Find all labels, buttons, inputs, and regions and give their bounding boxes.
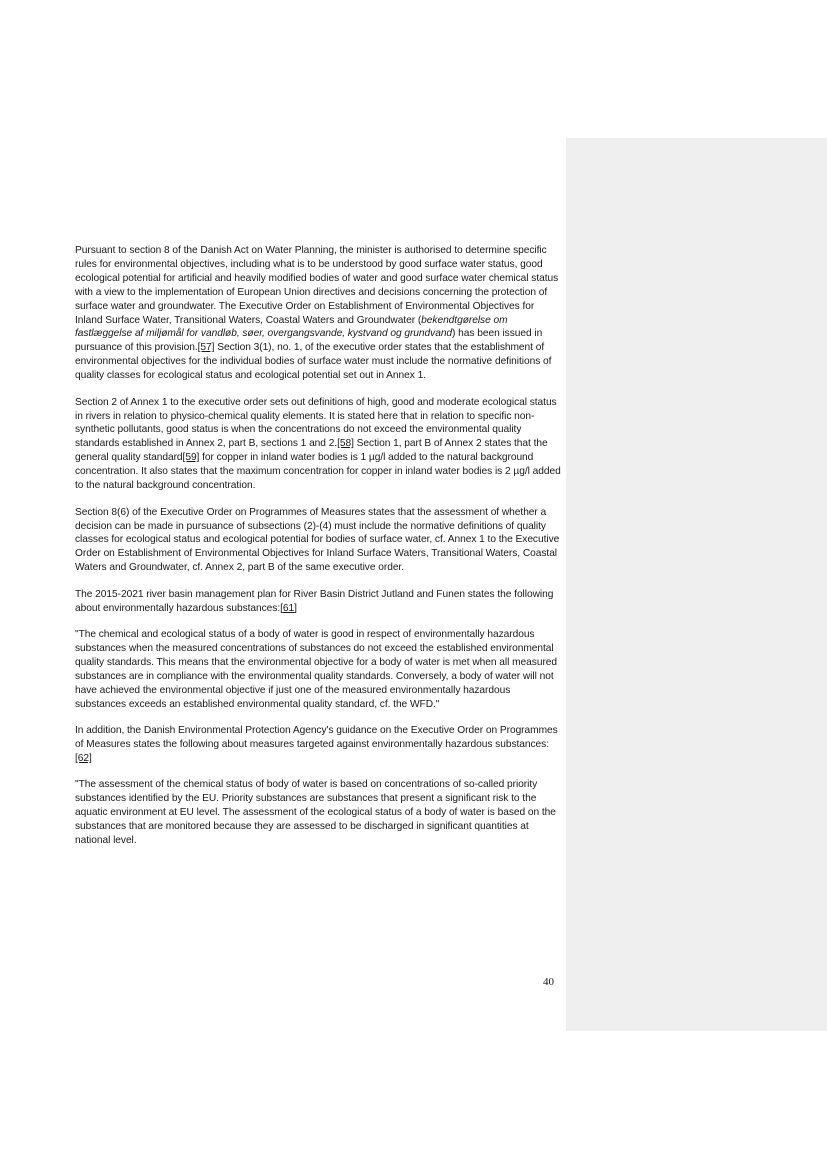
paragraph — [75, 588, 561, 616]
text-run: Section 8(6) of the Executive Order on Programmes of Measures states that the assessment of whether a decision can be made in pursuance of subsections (2)-(4) must include the normative definitions of quality classes for ecological status and ecological potential for bodies of surface water, cf. Annex 1 to the Executive Order on Establishment of Environmental Objectives for Inland Surface Waters, Transitional Waters, Coastal Waters and Groundwater, cf. Annex 2, part B of the same executive order. — [75, 506, 560, 574]
footnote-reference-link[interactable]: [58] — [337, 438, 354, 450]
text-run: "The chemical and ecological status of a body of water is good in respect of environmentally hazardous substances when the measured concentrations of substances do not exceed the established environmental quality standards. This means that the environmental objective for a body of water is met when all measured substances are in compliance with the environmental quality standards. Conversely, a body of water will not have achieved the environmental objective if just one of the measured environmentally hazardous substances exceeds an established environmental quality standard, cf. the WFD." — [75, 629, 558, 710]
text-run: In addition, the Danish Environmental Protection Agency's guidance on the Executive Order on Programmes of Measures states the following about measures targeted against environmentally hazardous substances: — [75, 725, 558, 751]
paragraph — [75, 628, 561, 711]
paragraph — [75, 506, 561, 576]
paragraph — [75, 724, 561, 766]
text-run: Section 1, part B of Annex 2 states that the general quality standard — [75, 438, 548, 464]
text-run: The 2015-2021 river basin management plan for River Basin District Jutland and Funen states the following about environmentally hazardous substances: — [75, 588, 554, 614]
text-run: ) has been issued in pursuance of this provision. — [75, 328, 543, 354]
text-run: for copper in inland water bodies is 1 µg/l added to the natural background concentration. It also states that the maximum concentration for copper in inland water bodies is 2 µg/l added to the natural background concentration. — [75, 452, 561, 492]
paragraph — [75, 778, 561, 848]
text-run: Pursuant to section 8 of the Danish Act on Water Planning, the minister is authorised to determine specific rules for environmental objectives, including what is to be understood by good surface water status, good ecological potential for artificial and heavily modified bodies of water and good surface water chemical status with a view to the implementation of European Union directives and decisions concerning the protection of surface water and groundwater. The Executive Order on Establishment of Environmental Objectives for Inland Surface Water, Transitional Waters, Coastal Waters and Groundwater ( — [75, 245, 559, 326]
document-body — [75, 244, 561, 861]
paragraph — [75, 244, 561, 383]
footnote-reference-link[interactable]: [59] — [182, 452, 200, 464]
text-run: Section 2 of Annex 1 to the executive order sets out definitions of high, good and moderate ecological status in rivers in relation to physico-chemical quality elements. It is stated here that in relation to specific non-synthetic pollutants, good status is when the concentrations do not exceed the environmental quality standards established in Annex 2, part B, sections 1 and 2. — [75, 396, 557, 450]
italic-text: bekendtgørelse om fastlæggelse af miljømål for vandløb, søer, overgangsvande, kystvand og grundvand — [75, 314, 508, 340]
text-run: "The assessment of the chemical status of body of water is based on concentrations of so-called priority substances identified by the EU. Priority substances are substances that present a significant risk to the aquatic environment at EU level. The assessment of the ecological status of a body of water is based on the substances that are monitored because they are assessed to be discharged in significant quantities at national level. — [75, 779, 556, 847]
footnote-reference-link[interactable]: [57] — [197, 342, 215, 354]
text-run: Section 3(1), no. 1, of the executive order states that the establishment of environmental objectives for the individual bodies of surface water must include the normative definitions of quality classes for ecological status and ecological potential set out in Annex 1. — [75, 342, 552, 382]
footnote-reference-link[interactable]: [61] — [280, 602, 297, 614]
paragraph — [75, 396, 561, 493]
comment-margin — [566, 138, 827, 1031]
footnote-reference-link[interactable]: [62] — [75, 752, 92, 764]
page-number: 40 — [543, 976, 554, 988]
